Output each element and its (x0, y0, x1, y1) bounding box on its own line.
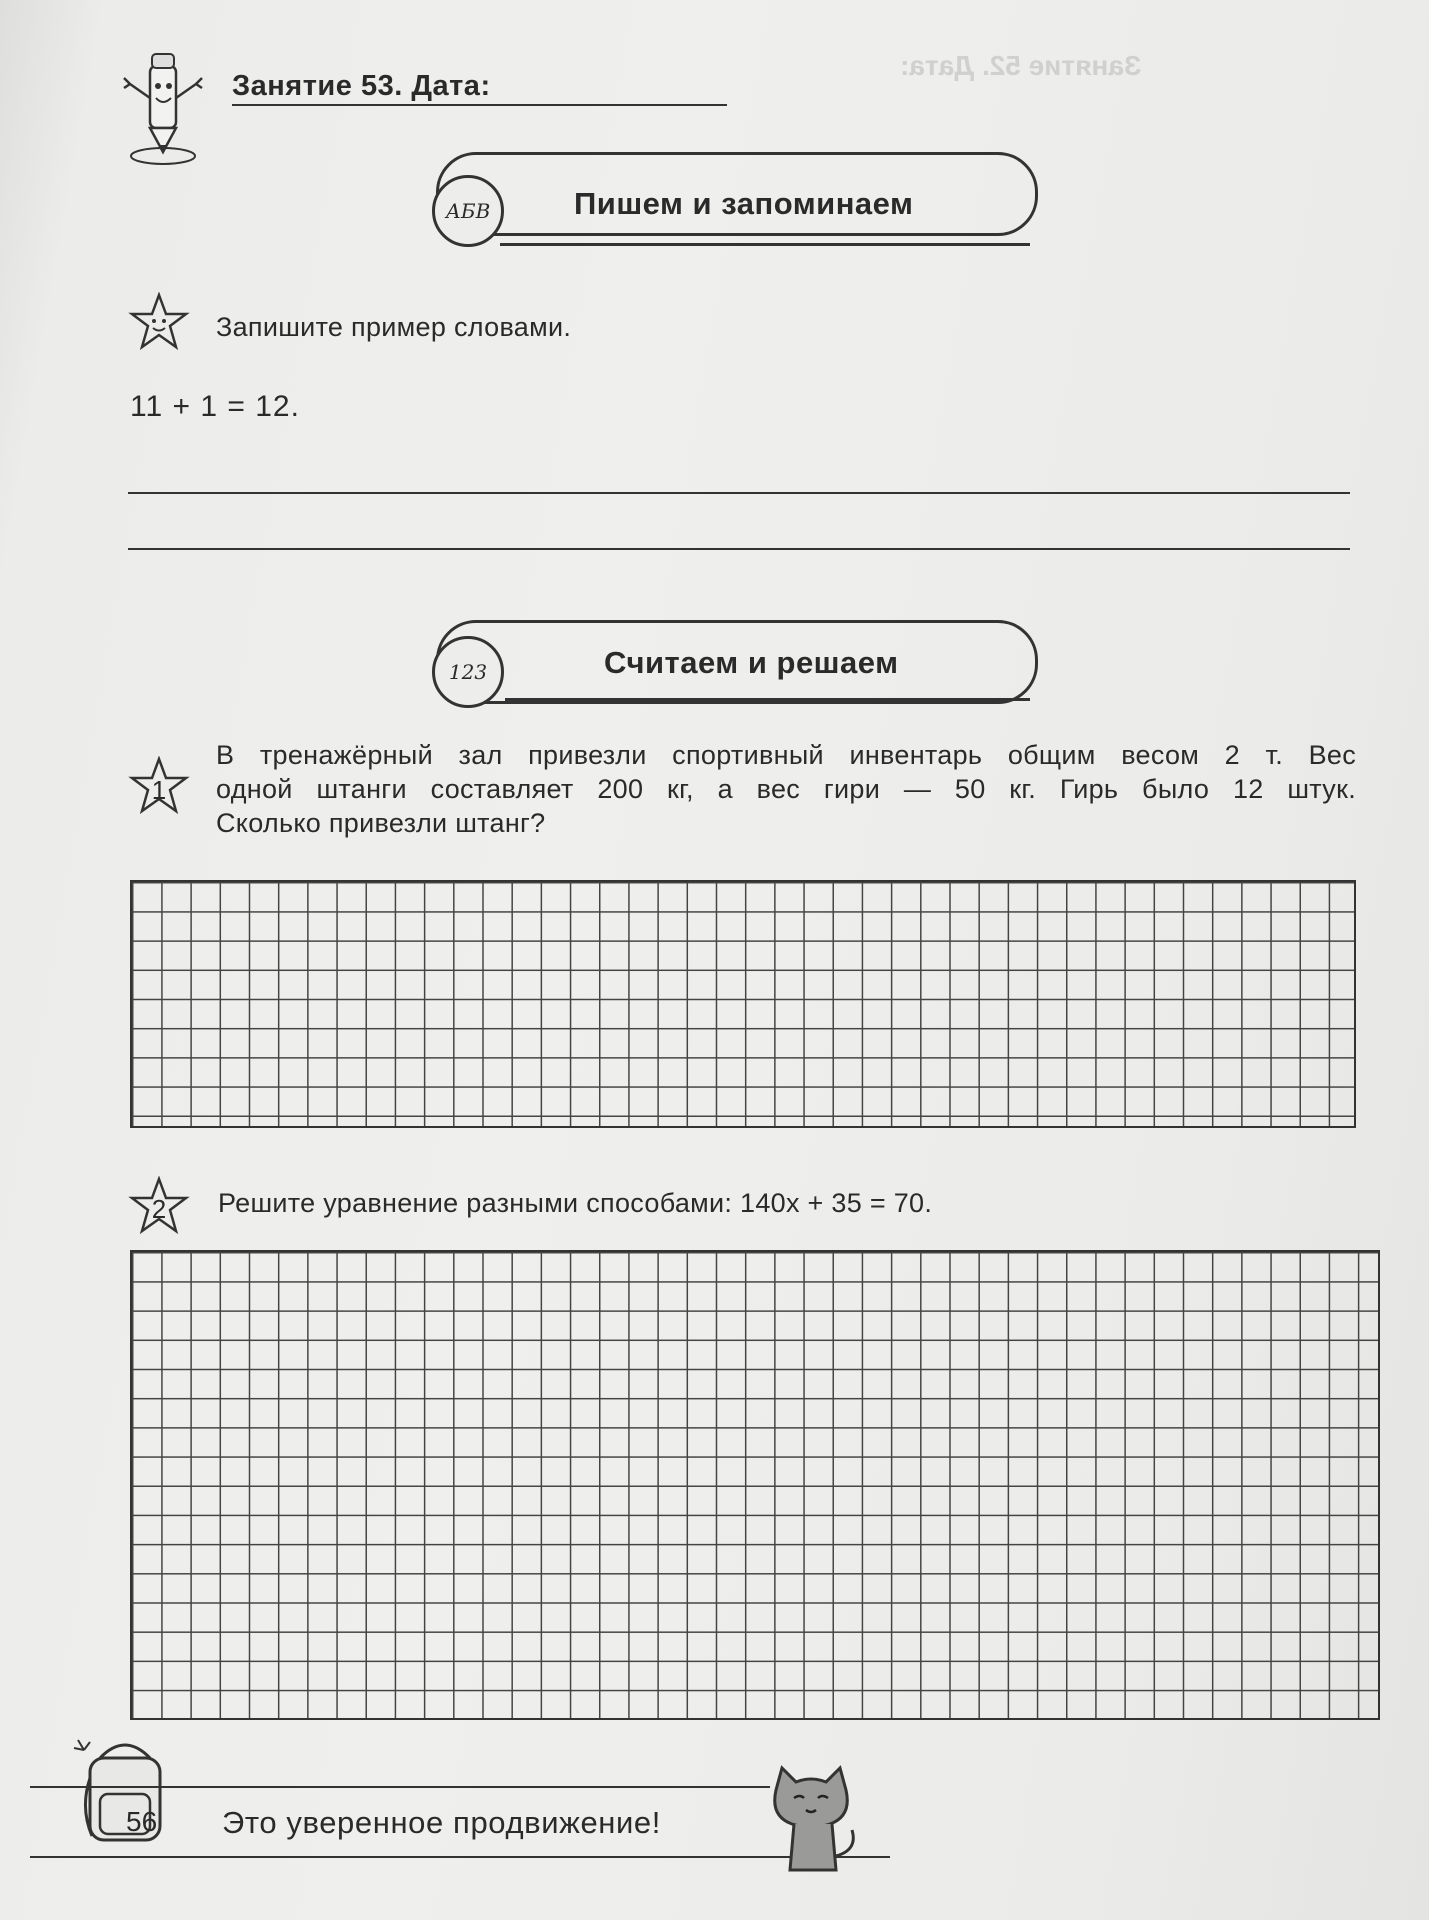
section-title-write: Пишем и запоминаем (574, 186, 914, 221)
banner-underline (505, 698, 1030, 701)
cat-icon (756, 1760, 866, 1880)
date-write-line[interactable] (232, 104, 727, 106)
abc-badge-icon: АБВ (432, 175, 504, 247)
task-number-2: 2 (151, 1193, 167, 1224)
answer-line-2[interactable] (128, 548, 1350, 550)
task-instruction-write: Запишите пример словами. (216, 312, 572, 342)
lesson-title: Занятие 53. Дата: (232, 70, 491, 102)
answer-line-1[interactable] (128, 492, 1350, 494)
page-number: 56 (126, 1806, 158, 1837)
task-1-line-1: В тренажёрный зал привезли спортивный инвентарь общим весом 2 т. Вес (216, 740, 1356, 770)
task-2-solution-grid[interactable] (130, 1250, 1380, 1720)
task-2-text: Решите уравнение разными способами: 140x + 35 = 70. (218, 1188, 933, 1218)
pencil-mascot-icon (118, 48, 208, 168)
backpack-icon (70, 1728, 180, 1848)
footer-motto: Это уверенное продвижение! (222, 1805, 661, 1840)
task-1-text (216, 738, 1356, 840)
footer-top-line (30, 1786, 770, 1788)
task-1-solution-grid[interactable] (130, 880, 1356, 1128)
section-title-count: Считаем и решаем (604, 645, 899, 680)
smiling-star-icon (128, 292, 190, 354)
example-expression: 11 + 1 = 12. (130, 390, 300, 423)
task-number-1: 1 (151, 774, 167, 805)
task-1-line-2: одной штанги составляет 200 кг, а вес гири — 50 кг. Гирь было 12 штук. (216, 774, 1356, 804)
task-1-line-3: Сколько привезли штанг? (216, 808, 546, 838)
number-badge-icon: 123 (432, 636, 504, 708)
bleed-through-text: Занятие 52. Дата: (900, 50, 1142, 81)
banner-underline (500, 243, 1030, 246)
